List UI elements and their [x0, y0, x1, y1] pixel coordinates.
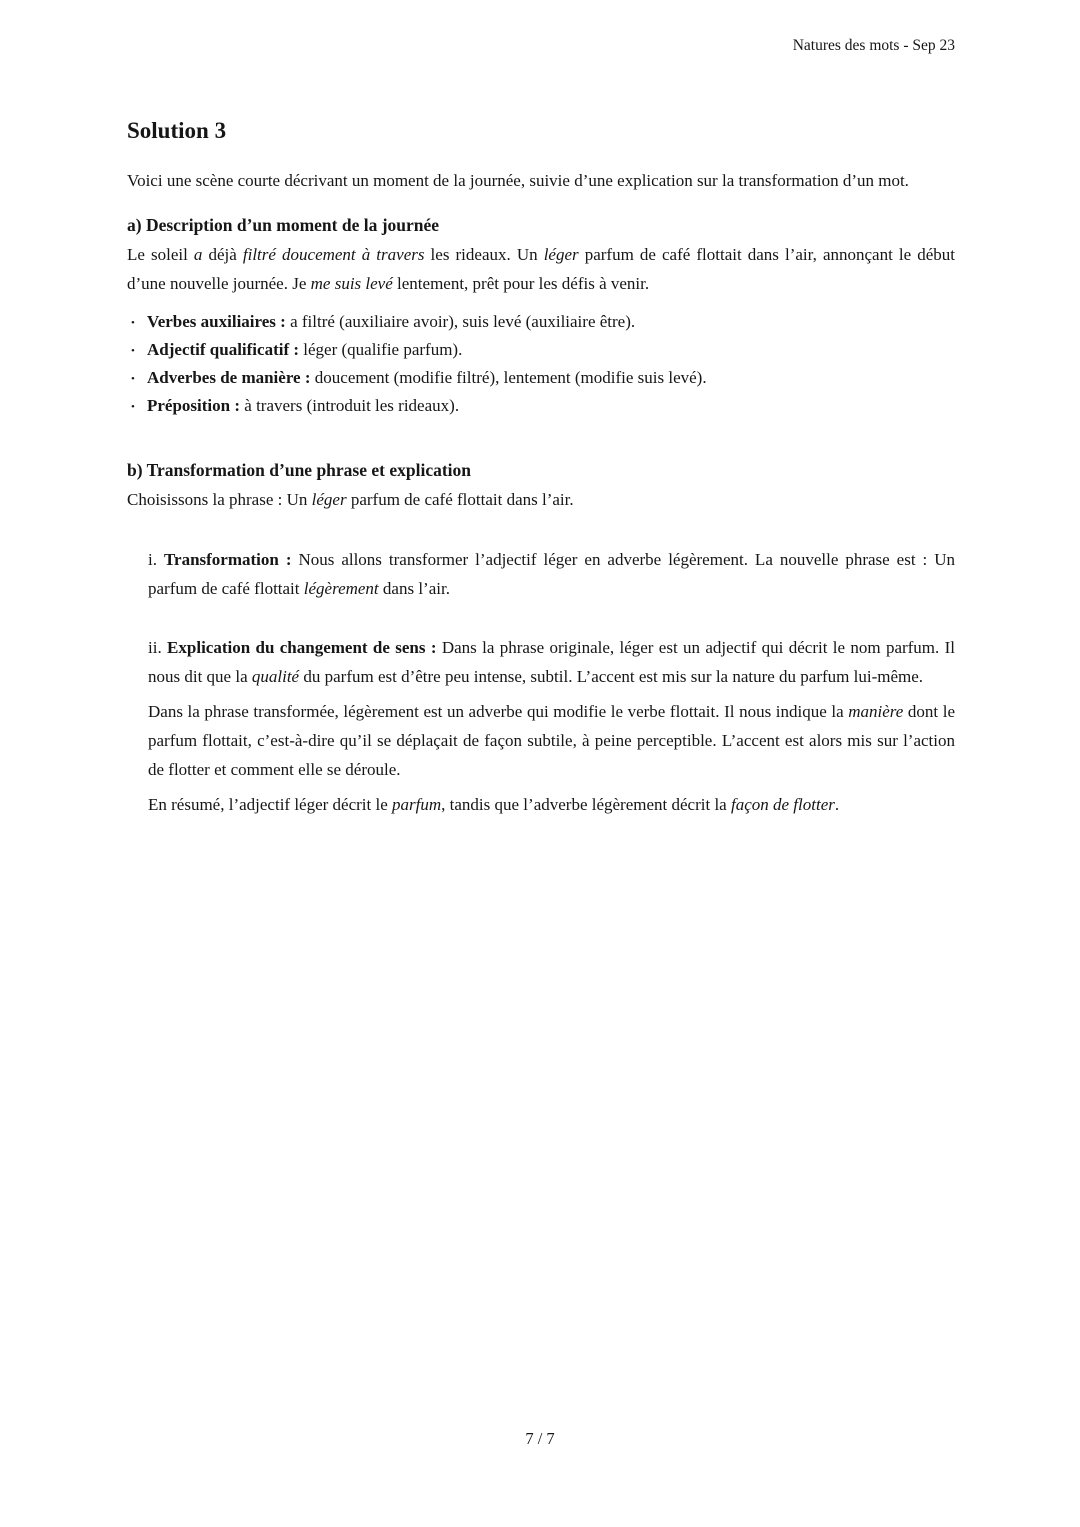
header-title: Natures des mots - Sep 23: [792, 37, 955, 54]
list-item-adjectif-qualificatif: [127, 336, 955, 364]
list-item-text: Verbes auxiliaires : a filtré (auxiliaire avoir), suis levé (auxiliaire être).: [147, 312, 636, 331]
intro-paragraph: Voici une scène courte décrivant un moment de la journée, suivie d’une explication sur la transformation d’un mot.: [127, 171, 909, 190]
list-item-text: Préposition : à travers (introduit les rideaux).: [147, 396, 460, 415]
item-ii-paragraph-2: Dans la phrase transformée, légèrement est un adverbe qui modifie le verbe flottait. Il nous indique la manière dont le parfum flottait, c’est-à-dire qu’il se déplaçait de façon subtile, à peine perceptible. L’accent est alors mis sur l’action de flotter et comment elle se déroule.: [148, 702, 955, 779]
section-a-heading: a) Description d’un moment de la journée: [127, 215, 440, 235]
item-ii-paragraph-1: ii. Explication du changement de sens : Dans la phrase originale, léger est un adjectif qui décrit le nom parfum. Il nous dit que la qualité du parfum est d’être peu intense, subtil. L’accent est mis sur la nature du parfum lui-même.: [148, 638, 956, 686]
list-item-verbes-auxiliaires: [127, 308, 955, 336]
list-item-preposition: [127, 392, 955, 420]
bullet-icon: •: [131, 401, 135, 413]
section-b-intro: Choisissons la phrase : Un léger parfum de café flottait dans l’air.: [127, 490, 574, 509]
item-i-paragraph: i. Transformation : Nous allons transformer l’adjectif léger en adverbe légèrement. La nouvelle phrase est : Un parfum de café flottait légèrement dans l’air.: [148, 550, 955, 598]
bullet-icon: •: [131, 317, 135, 329]
page-content: [127, 0, 955, 819]
list-item-adverbes-de-maniere: [127, 364, 955, 392]
grammar-bullet-list: [127, 308, 955, 420]
list-item-text: Adjectif qualificatif : léger (qualifie parfum).: [147, 340, 463, 359]
bullet-icon: •: [131, 373, 135, 385]
section-a-body: Le soleil a déjà filtré doucement à travers les rideaux. Un léger parfum de café flottait dans l’air, annonçant le début d’une nouvelle journée. Je me suis levé lentement, prêt pour les défis à venir.: [127, 245, 956, 293]
solution-title: Solution 3: [127, 118, 227, 143]
page-footer: [0, 1428, 1080, 1450]
list-item-text: Adverbes de manière : doucement (modifie filtré), lentement (modifie suis levé).: [147, 368, 707, 387]
bullet-icon: •: [131, 345, 135, 357]
page-number: 7 / 7: [525, 1429, 555, 1448]
section-b-heading: b) Transformation d’une phrase et explication: [127, 460, 472, 480]
item-ii-paragraph-3: En résumé, l’adjectif léger décrit le parfum, tandis que l’adverbe légèrement décrit la façon de flotter.: [148, 795, 840, 814]
roman-items-block: [148, 545, 955, 819]
